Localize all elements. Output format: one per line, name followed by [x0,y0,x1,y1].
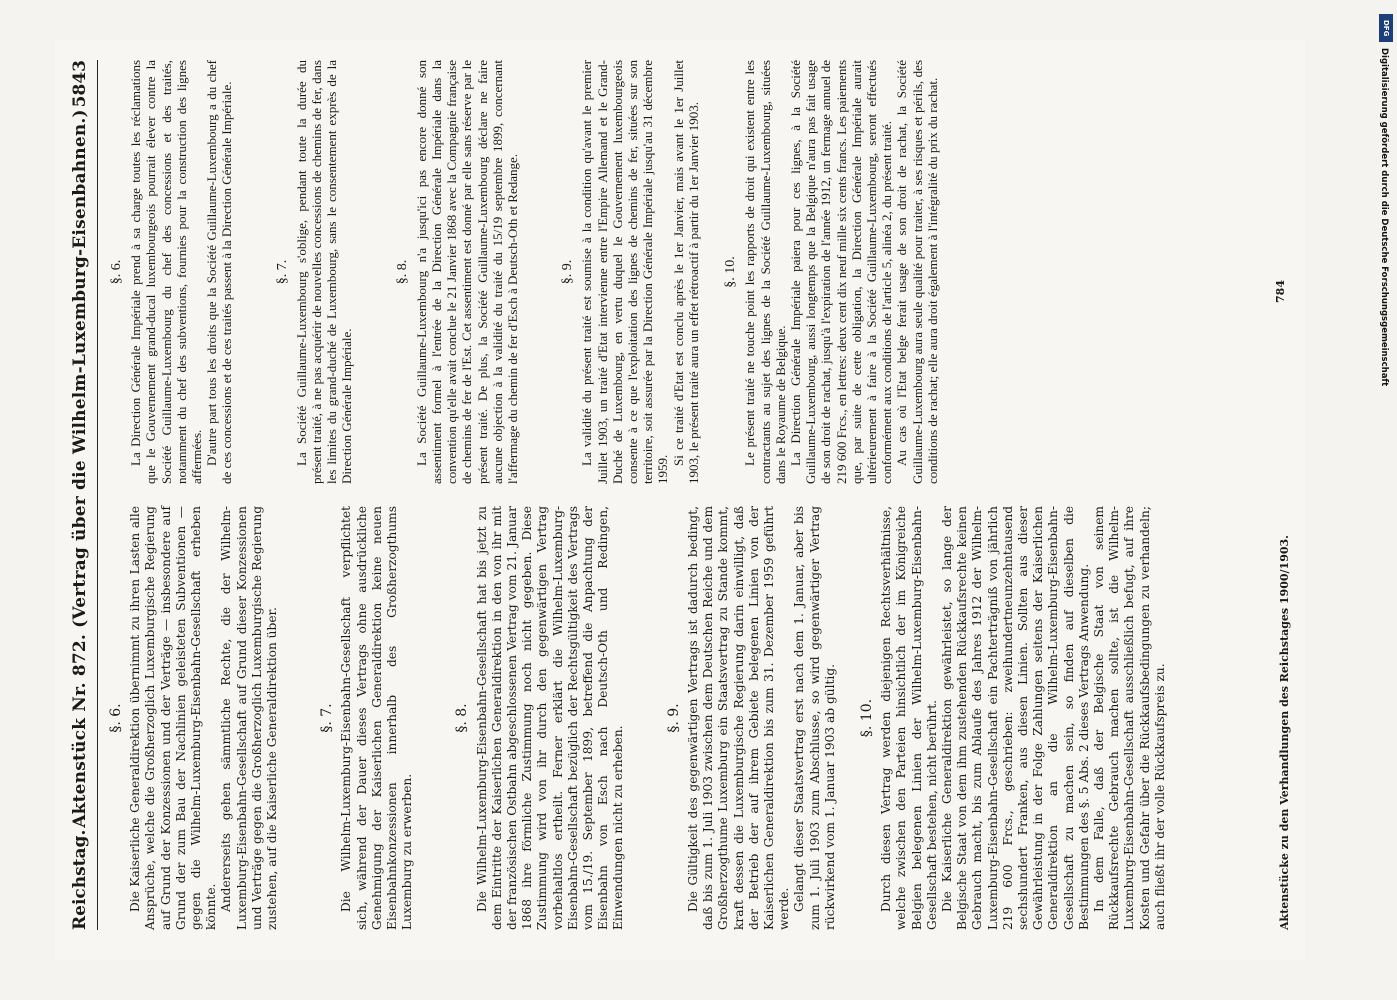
french-column [107,60,1265,484]
paragraph: La Direction Générale Impériale paiera pour ces lignes, à la Société Guillaume-Luxembourg, aussi longtemps que la Belgique n'aura pas fait usage de son droit de rachat, jusqu'à l'expiration de l'année 1912, un fermage annuel de 219 600 Frcs., en lettres: deux cent dix neuf mille six cents francs. Les paiements que, par suite de cette obligation, la Direction Générale Impériale aurait ultérieurement à faire à la Société Guillaume-Luxembourg, seront effectués conformément aux conditions de l'article 5, alinéa 2, du présent traité. [787,60,895,484]
section-title: §. 6. [109,259,124,285]
french-section-7 [275,60,355,484]
paragraph: La Société Guillaume-Luxembourg s'oblige, pendant toute la durée du présent traité, à ne pas acquérir de nouvelles concessions de chemins de fer, dans les limites du grand-duché de Luxembourg, sans le consentement exprès de la Direction Générale Impériale. [293,60,355,484]
two-column-body [107,60,1265,930]
section-title: §. 10. [858,698,875,738]
paragraph: Au cas où l'Etat belge ferait usage de son droit de rachat, la Société Guillaume-Luxembourg aura seule qualité pour traiter, à ses risques et périls, des conditions de rachat; elle aura droit également à l'intégralité du prix du rachat. [894,60,940,484]
french-section-10 [723,60,940,484]
paragraph: Die Gültigkeit des gegenwärtigen Vertrags ist dadurch bedingt, daß bis zum 1. Juli 1903 zwischen dem Deutschen Reiche und dem Großherzogthume Luxemburg ein Staatsvertrag zu Stande kommt, kraft dessen die Luxemburgische Regierung darin einwilligt, daß der Betrieb der auf ihrem Gebiete belegenen Linien von der Kaiserlichen Generaldirektion bis zum 31. Dezember 1959 geführt werde. [685,506,792,930]
paragraph: Die Wilhelm-Luxemburg-Eisenbahn-Gesellschaft verpflichtet sich, während der Dauer dieses Vertrags ohne ausdrückliche Genehmigung der Kaiserlichen Generaldirektion keine neuen Eisenbahnkonzessionen innerhalb des Großherzogthums Luxemburg zu erwerben. [339,506,415,930]
section-title: §. 10. [723,256,739,288]
paragraph: Le présent traité ne touche point les rapports de droit qui existent entre les contractants au sujet des lignes de la Société Guillaume-Luxembourg, situées dans le Royaume de Belgique. [742,60,788,484]
paragraph: Andererseits gehen sämmtliche Rechte, die der Wilhelm-Luxemburg-Eisenbahn-Gesellschaft auf Grund dieser Konzessionen und Verträge gegen die Großherzoglich Luxemburgische Regierung zustehen, auf die Kaiserliche Generaldirektion über. [219,506,280,930]
french-section-9 [560,60,701,484]
paragraph: Die Wilhelm-Luxemburg-Eisenbahn-Gesellschaft hat bis jetzt zu dem Eintritte der Kaiserlichen Generaldirektion in den von ihr mit der französischen Ostbahn abgeschlossenen Vertrag vom 21. Januar 1868 ihre förmliche Zustimmung noch nicht gegeben. Diese Zustimmung wird von ihr durch den gegenwärtigen Vertrag vorbehaltlos ertheilt. Ferner erklärt die Wilhelm-Luxemburg-Eisenbahn-Gesellschaft bezüglich der Rechtsgültigkeit des Vertrags vom 15./19. September 1899, betreffend die Anpachtung der Eisenbahn von Esch nach Deutsch-Oth und Redingen, Einwendungen nicht zu erheben. [474,506,626,930]
section-title: §. 9. [560,259,576,285]
german-section-10 [860,506,1168,930]
section-title: §. 8. [454,703,471,733]
digitization-watermark [1379,8,1393,992]
french-section-6 [109,60,235,484]
french-section-8 [395,60,521,484]
section-title: §. 7. [319,703,336,733]
paragraph: La Direction Générale Impériale prend à sa charge toutes les réclamations que le Gouvernement grand-ducal luxembourgeois pourrait élever contre la Société Guillaume-Luxembourg du chef des concessions et des traités, notamment du chef des subventions, fournies pour la construction des lignes affermées. [128,60,205,484]
section-title: §. 8. [394,259,410,285]
german-section-8 [455,506,626,930]
footnote: Aktenstücke zu den Verhandlungen des Reichstages 1900/1903. [1278,535,1291,930]
paragraph: Durch diesen Vertrag werden diejenigen Rechtsverhältnisse, welche zwischen den Parteien hinsichtlich der im Königreiche Belgien belegenen Linien der Wilhelm-Luxemburg-Eisenbahn-Gesellschaft bestehen, nicht berührt. [879,506,939,930]
section-title: §. 7. [274,259,290,285]
paragraph: Gelangt dieser Staatsvertrag erst nach dem 1. Januar, aber bis zum 1. Juli 1903 zum Abschlusse, so wird gegenwärtiger Vertrag rückwirkend vom 1. Januar 1903 ab gültig. [792,506,837,930]
paragraph: La validité du présent traité est soumise à la condition qu'avant le premier Juillet 1903, un traité d'Etat intervienne entre l'Empire Allemand et le Grand-Duché de Luxembourg, en vertu duquel le Gouvernement luxembourgeois consente à ce que l'exploitation des lignes de chemins de fer, situées sur son territoire, soit assurée par la Direction Générale Impériale jusqu'au 31 décembre 1959. [579,60,671,484]
document-sheet [55,40,1305,960]
page-header [63,60,98,930]
header-left: Reichstag. [70,829,90,930]
paragraph: Die Kaiserliche Generaldirektion übernimmt zu ihren Lasten alle Ansprüche, welche die Großherzoglich Luxemburgische Regierung auf Grund der Konzessionen und der Verträge — insbesondere auf Grund der zum Bau der Nachlinien geleisteten Subventionen — gegen die Wilhelm-Luxemburg-Eisenbahn-Gesellschaft erheben könnte. [128,506,219,930]
footer-page-number: 784 [1274,280,1287,303]
paragraph: D'autre part tous les droits que la Société Guillaume-Luxembourg a du chef de ces concessions et de ces traités passent à la Direction Générale Impériale. [204,60,235,484]
paragraph: La Société Guillaume-Luxembourg n'a jusqu'ici pas encore donné son assentiment formel à l'entrée de la Direction Générale Impériale dans la convention qu'elle avait conclue le 21 Janvier 1868 avec la Compagnie française de chemins de fer de l'Est. Cet assentiment est donné par elle sans réserve par le présent traité. De plus, la Société Guillaume-Luxembourg déclare ne faire aucune objection à la validité du traité du 15/19 septembre 1899, concernant l'affermage du chemin de fer d'Esch à Deutsch-Oth et Redange. [413,60,521,484]
section-title: §. 9. [665,703,682,733]
german-section-9 [667,506,838,930]
german-section-6 [109,506,280,930]
dfg-logo: DFG [1379,14,1393,42]
paragraph: Si ce traité d'Etat est conclu après le 1er Janvier, mais avant le 1er Juillet 1903, le présent traité aura un effet rétroactif à partir du 1er Janvier 1903. [670,60,701,484]
german-column [107,506,1265,930]
paragraph: In dem Falle, daß der Belgische Staat von seinem Rückkaufsrechte Gebrauch machen sollte, ist die Wilhelm-Luxemburg-Eisenbahn-Gesellschaft ausschließlich befugt, auf ihre Kosten und Gefahr über die Rückkaufsbedingungen zu verhandeln; auch fließt ihr der volle Rückkaufspreis zu. [1091,506,1167,930]
header-page-number: 5843 [70,60,90,108]
watermark-text: Digitalisierung gefördert durch die Deutsche Forschungsgemeinschaft [1379,48,1389,387]
german-section-7 [320,506,415,930]
header-title: Aktenstück Nr. 872. (Vertrag über die Wilhelm-Luxemburg-Eisenbahnen.) [70,109,90,828]
section-title: §. 6. [108,703,124,733]
paragraph: Die Kaiserliche Generaldirektion gewährleistet, so lange der Belgische Staat von dem ihm zustehenden Rückkaufsrechte keinen Gebrauch macht, bis zum Ablaufe des Jahres 1912 der Wilhelm-Luxemburg-Eisenbahn-Gesellschaft ein Pachterträgniß von jährlich 219 600 Frcs., geschrieben: zweihundertneunzehntausend sechshundert Franken, aus diesen Linien. Sollten aus dieser Gewährleistung in der Folge Zahlungen seitens der Kaiserlichen Generaldirektion an die Wilhelm-Luxemburg-Eisenbahn-Gesellschaft zu machen sein, so finden auf dieselben die Bestimmungen des §. 5 Abs. 2 dieses Vertrags Anwendung. [939,506,1091,930]
